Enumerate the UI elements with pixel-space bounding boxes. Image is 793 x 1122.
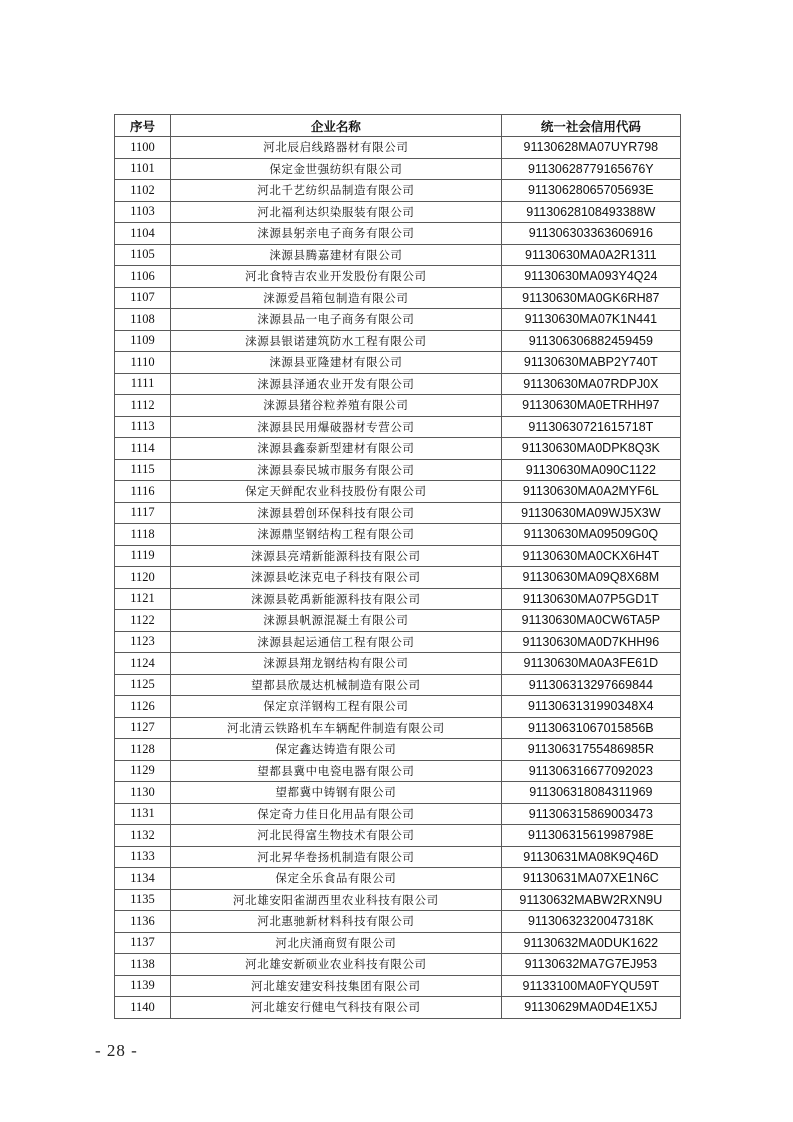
cell-credit-code: 91130630MA0GK6RH87: [501, 287, 680, 309]
cell-credit-code: 911306318084311969: [501, 782, 680, 804]
cell-credit-code: 91130632MABW2RXN9U: [501, 889, 680, 911]
cell-company-name: 望都县冀中电瓷电器有限公司: [171, 760, 502, 782]
cell-company-name: 河北辰启线路器材有限公司: [171, 137, 502, 159]
cell-company-name: 河北千艺纺织品制造有限公司: [171, 180, 502, 202]
table-row: [115, 244, 681, 266]
table-row: [115, 760, 681, 782]
cell-credit-code: 91130632MA7G7EJ953: [501, 954, 680, 976]
cell-serial-number: 1123: [115, 631, 171, 653]
cell-company-name: 保定天鲜配农业科技股份有限公司: [171, 481, 502, 503]
table-row: [115, 502, 681, 524]
cell-serial-number: 1120: [115, 567, 171, 589]
cell-company-name: 河北昇华卷扬机制造有限公司: [171, 846, 502, 868]
cell-company-name: 涞源县亚隆建材有限公司: [171, 352, 502, 374]
cell-credit-code: 911306316677092023: [501, 760, 680, 782]
cell-company-name: 涞源县泽通农业开发有限公司: [171, 373, 502, 395]
cell-credit-code: 91130630MABP2Y740T: [501, 352, 680, 374]
cell-credit-code: 91130628779165676Y: [501, 158, 680, 180]
table-row: [115, 545, 681, 567]
cell-credit-code: 91130628065705693E: [501, 180, 680, 202]
enterprise-list-table: [114, 114, 681, 1019]
cell-serial-number: 1118: [115, 524, 171, 546]
table-row: [115, 674, 681, 696]
cell-serial-number: 1112: [115, 395, 171, 417]
table-row: [115, 954, 681, 976]
cell-serial-number: 1101: [115, 158, 171, 180]
header-serial-number: 序号: [115, 115, 171, 137]
table-row: [115, 416, 681, 438]
cell-serial-number: 1140: [115, 997, 171, 1019]
cell-credit-code: 91130631561998798E: [501, 825, 680, 847]
table-row: [115, 717, 681, 739]
table-row: [115, 803, 681, 825]
table-row: [115, 395, 681, 417]
cell-serial-number: 1130: [115, 782, 171, 804]
cell-serial-number: 1136: [115, 911, 171, 933]
table-row: [115, 352, 681, 374]
cell-company-name: 河北庆涌商贸有限公司: [171, 932, 502, 954]
cell-company-name: 保定全乐食品有限公司: [171, 868, 502, 890]
cell-serial-number: 1131: [115, 803, 171, 825]
table-row: [115, 459, 681, 481]
table-row: [115, 846, 681, 868]
page-number: - 28 -: [95, 1041, 138, 1060]
cell-serial-number: 1116: [115, 481, 171, 503]
cell-credit-code: 91130630MA09Q8X68M: [501, 567, 680, 589]
cell-credit-code: 911306315869003473: [501, 803, 680, 825]
cell-company-name: 涞源爱昌箱包制造有限公司: [171, 287, 502, 309]
table-row: [115, 223, 681, 245]
cell-company-name: 保定金世强纺织有限公司: [171, 158, 502, 180]
table-row: [115, 287, 681, 309]
cell-credit-code: 91130630MA0D7KHH96: [501, 631, 680, 653]
cell-serial-number: 1124: [115, 653, 171, 675]
table-row: [115, 889, 681, 911]
cell-credit-code: 911306306882459459: [501, 330, 680, 352]
header-credit-code: 统一社会信用代码: [501, 115, 680, 137]
cell-company-name: 涞源鼎坚钢结构工程有限公司: [171, 524, 502, 546]
cell-company-name: 河北民得富生物技术有限公司: [171, 825, 502, 847]
cell-serial-number: 1109: [115, 330, 171, 352]
cell-serial-number: 1138: [115, 954, 171, 976]
table-row: [115, 201, 681, 223]
cell-credit-code: 9113063131990348X4: [501, 696, 680, 718]
cell-credit-code: 91130630721615718T: [501, 416, 680, 438]
cell-serial-number: 1135: [115, 889, 171, 911]
table-row: [115, 739, 681, 761]
cell-serial-number: 1114: [115, 438, 171, 460]
cell-credit-code: 91130630MA07K1N441: [501, 309, 680, 331]
cell-company-name: 涞源县鑫泰新型建材有限公司: [171, 438, 502, 460]
cell-serial-number: 1103: [115, 201, 171, 223]
table-row: [115, 610, 681, 632]
cell-company-name: 涞源县起运通信工程有限公司: [171, 631, 502, 653]
cell-company-name: 涞源县碧创环保科技有限公司: [171, 502, 502, 524]
cell-credit-code: 91130630MA0A3FE61D: [501, 653, 680, 675]
header-company-name: 企业名称: [171, 115, 502, 137]
cell-company-name: 河北清云铁路机车车辆配件制造有限公司: [171, 717, 502, 739]
cell-serial-number: 1137: [115, 932, 171, 954]
table-body: [115, 137, 681, 1019]
cell-company-name: 河北雄安建安科技集团有限公司: [171, 975, 502, 997]
cell-credit-code: 91130630MA0CKX6H4T: [501, 545, 680, 567]
cell-credit-code: 91133100MA0FYQU59T: [501, 975, 680, 997]
cell-serial-number: 1104: [115, 223, 171, 245]
cell-serial-number: 1132: [115, 825, 171, 847]
cell-company-name: 保定鑫达铸造有限公司: [171, 739, 502, 761]
table-row: [115, 653, 681, 675]
cell-company-name: 河北雄安新硕业农业科技有限公司: [171, 954, 502, 976]
cell-company-name: 涞源县腾嘉建材有限公司: [171, 244, 502, 266]
table-row: [115, 696, 681, 718]
cell-credit-code: 91130629MA0D4E1X5J: [501, 997, 680, 1019]
cell-serial-number: 1133: [115, 846, 171, 868]
cell-company-name: 涞源县猪谷粒养殖有限公司: [171, 395, 502, 417]
cell-serial-number: 1108: [115, 309, 171, 331]
cell-credit-code: 91130630MA09WJ5X3W: [501, 502, 680, 524]
cell-serial-number: 1100: [115, 137, 171, 159]
cell-company-name: 涞源县银诺建筑防水工程有限公司: [171, 330, 502, 352]
table-row: [115, 782, 681, 804]
table-row: [115, 438, 681, 460]
cell-credit-code: 91130632MA0DUK1622: [501, 932, 680, 954]
table-row: [115, 330, 681, 352]
cell-company-name: 涞源县屹涞克电子科技有限公司: [171, 567, 502, 589]
cell-company-name: 保定京洋钢构工程有限公司: [171, 696, 502, 718]
cell-credit-code: 91130630MA07RDPJ0X: [501, 373, 680, 395]
cell-serial-number: 1125: [115, 674, 171, 696]
cell-serial-number: 1129: [115, 760, 171, 782]
table-row: [115, 309, 681, 331]
table-row: [115, 137, 681, 159]
cell-serial-number: 1121: [115, 588, 171, 610]
cell-company-name: 涞源县乾禹新能源科技有限公司: [171, 588, 502, 610]
cell-company-name: 涞源县躬亲电子商务有限公司: [171, 223, 502, 245]
cell-serial-number: 1139: [115, 975, 171, 997]
cell-company-name: 河北惠驰新材料科技有限公司: [171, 911, 502, 933]
cell-serial-number: 1128: [115, 739, 171, 761]
cell-credit-code: 911306303363606916: [501, 223, 680, 245]
table-row: [115, 158, 681, 180]
cell-serial-number: 1110: [115, 352, 171, 374]
header-row: [115, 115, 681, 137]
cell-company-name: 涞源县民用爆破器材专营公司: [171, 416, 502, 438]
cell-credit-code: 91130628108493388W: [501, 201, 680, 223]
cell-company-name: 涞源县泰民城市服务有限公司: [171, 459, 502, 481]
cell-serial-number: 1115: [115, 459, 171, 481]
cell-credit-code: 91130630MA090C1122: [501, 459, 680, 481]
cell-company-name: 涞源县品一电子商务有限公司: [171, 309, 502, 331]
cell-serial-number: 1119: [115, 545, 171, 567]
cell-serial-number: 1105: [115, 244, 171, 266]
cell-serial-number: 1113: [115, 416, 171, 438]
table-row: [115, 975, 681, 997]
cell-company-name: 河北食特吉农业开发股份有限公司: [171, 266, 502, 288]
table-row: [115, 631, 681, 653]
table-row: [115, 932, 681, 954]
table-row: [115, 997, 681, 1019]
cell-credit-code: 91130632320047318K: [501, 911, 680, 933]
table-row: [115, 868, 681, 890]
cell-serial-number: 1102: [115, 180, 171, 202]
cell-company-name: 望都县欣晟达机械制造有限公司: [171, 674, 502, 696]
table-row: [115, 266, 681, 288]
cell-credit-code: 91130630MA0A2R1311: [501, 244, 680, 266]
table-row: [115, 911, 681, 933]
table-row: [115, 180, 681, 202]
cell-credit-code: 91130630MA0DPK8Q3K: [501, 438, 680, 460]
cell-company-name: 涞源县翔龙钢结构有限公司: [171, 653, 502, 675]
table-row: [115, 588, 681, 610]
cell-credit-code: 91130631MA07XE1N6C: [501, 868, 680, 890]
table-row: [115, 373, 681, 395]
cell-credit-code: 91130630MA09509G0Q: [501, 524, 680, 546]
cell-serial-number: 1117: [115, 502, 171, 524]
table-row: [115, 481, 681, 503]
cell-credit-code: 91130630MA093Y4Q24: [501, 266, 680, 288]
cell-credit-code: 911306313297669844: [501, 674, 680, 696]
table-row: [115, 825, 681, 847]
cell-company-name: 河北福利达织染服装有限公司: [171, 201, 502, 223]
table-header: [115, 115, 681, 137]
cell-credit-code: 91130630MA0A2MYF6L: [501, 481, 680, 503]
cell-serial-number: 1111: [115, 373, 171, 395]
table-row: [115, 524, 681, 546]
cell-credit-code: 91130630MA07P5GD1T: [501, 588, 680, 610]
cell-credit-code: 91130628MA07UYR798: [501, 137, 680, 159]
cell-serial-number: 1126: [115, 696, 171, 718]
table-row: [115, 567, 681, 589]
cell-credit-code: 91130630MA0ETRHH97: [501, 395, 680, 417]
cell-serial-number: 1134: [115, 868, 171, 890]
cell-credit-code: 91130631067015856B: [501, 717, 680, 739]
cell-company-name: 河北雄安行健电气科技有限公司: [171, 997, 502, 1019]
cell-serial-number: 1127: [115, 717, 171, 739]
cell-credit-code: 91130631755486985R: [501, 739, 680, 761]
cell-company-name: 涞源县亮靖新能源科技有限公司: [171, 545, 502, 567]
cell-credit-code: 91130630MA0CW6TA5P: [501, 610, 680, 632]
cell-credit-code: 91130631MA08K9Q46D: [501, 846, 680, 868]
cell-serial-number: 1122: [115, 610, 171, 632]
cell-company-name: 河北雄安阳雀湖西里农业科技有限公司: [171, 889, 502, 911]
cell-company-name: 涞源县帆源混凝土有限公司: [171, 610, 502, 632]
cell-serial-number: 1106: [115, 266, 171, 288]
cell-serial-number: 1107: [115, 287, 171, 309]
cell-company-name: 望都冀中铸钢有限公司: [171, 782, 502, 804]
cell-company-name: 保定奇力佳日化用品有限公司: [171, 803, 502, 825]
